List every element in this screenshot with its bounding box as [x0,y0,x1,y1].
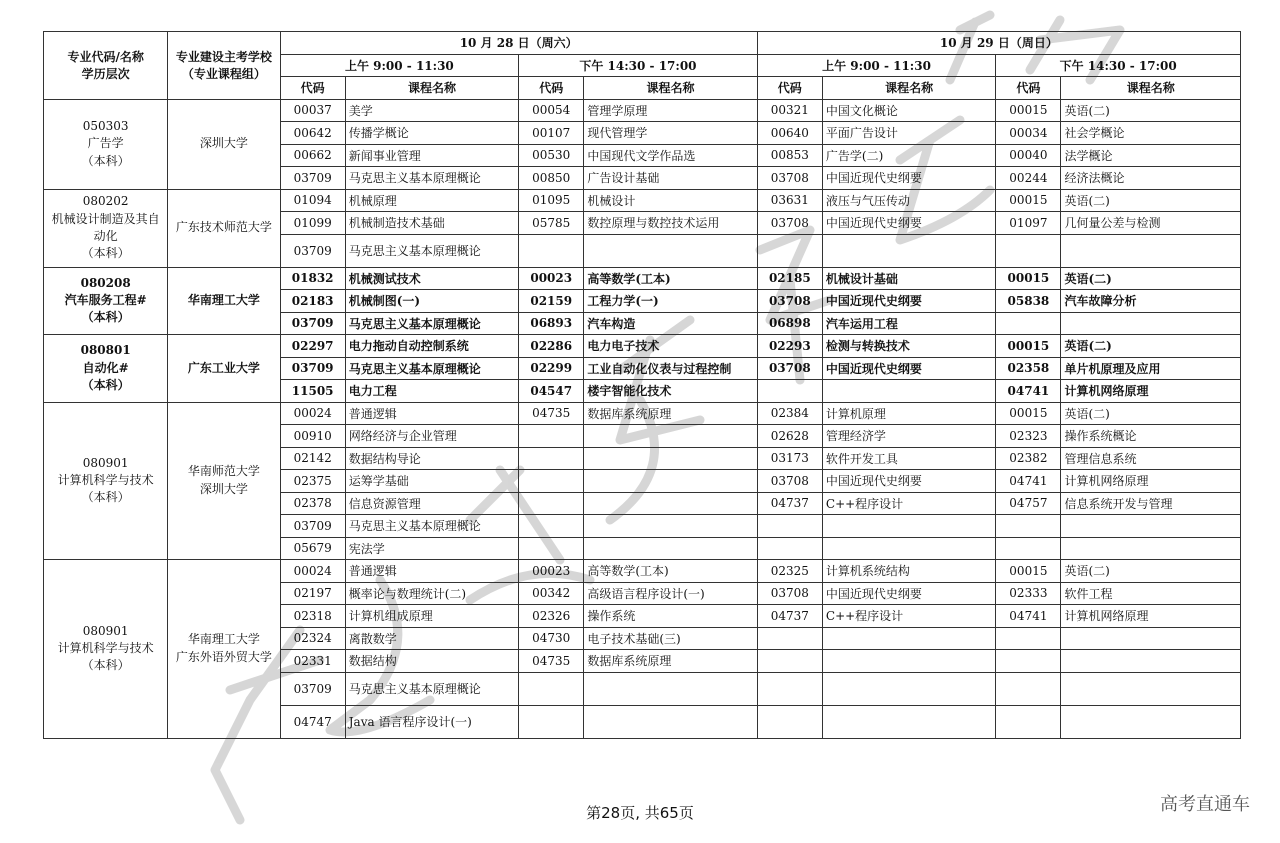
course-code-cell: 00023 [519,560,584,583]
course-code-cell: 02197 [280,582,345,605]
course-name-cell: 广告学(二) [822,144,995,167]
course-name-cell [822,672,995,705]
course-name-cell: 机械制图(一) [345,290,518,313]
course-code-cell: 04730 [519,627,584,650]
code-header: 代码 [996,77,1061,100]
table-row [44,267,1241,290]
major-line: 080208 [80,275,131,290]
school-line: 华南师范大学 [187,464,260,479]
course-code-cell: 00662 [280,144,345,167]
course-code-cell: 02324 [280,627,345,650]
school-line: 广东工业大学 [187,360,260,375]
course-code-cell: 00054 [519,99,584,122]
course-name-cell: 传播学概论 [345,122,518,145]
course-code-cell: 00244 [996,167,1061,190]
course-code-cell: 00850 [519,167,584,190]
major-line: 机械设计制造及其自 [51,211,160,226]
course-name-cell: 中国近现代史纲要 [822,212,995,235]
course-code-cell: 00037 [280,99,345,122]
course-name-cell: 管理学原理 [584,99,757,122]
course-name-cell [822,650,995,673]
major-line: 080202 [82,194,129,209]
school-cell [168,335,280,403]
course-code-cell: 02142 [280,447,345,470]
course-code-cell: 00024 [280,402,345,425]
course-name-cell: 马克思主义基本原理概论 [345,357,518,380]
course-name-cell: 美学 [345,99,518,122]
course-name-cell: 马克思主义基本原理概论 [345,515,518,538]
course-name-cell: 普通逻辑 [345,560,518,583]
course-code-cell [519,515,584,538]
major-line: 自动化# [82,360,129,375]
day2-am-header: 上午 9:00 - 11:30 [757,54,996,77]
course-code-cell: 02325 [757,560,822,583]
course-code-cell: 02297 [280,335,345,358]
course-name-cell: 计算机网络原理 [1061,605,1241,628]
course-code-cell: 04757 [996,492,1061,515]
course-code-cell: 01095 [519,189,584,212]
course-code-cell: 02384 [757,402,822,425]
course-name-cell: C++程序设计 [822,605,995,628]
course-name-cell: 广告设计基础 [584,167,757,190]
major-line: （本科） [81,490,130,505]
course-name-cell: 法学概论 [1061,144,1241,167]
course-name-cell: 英语(二) [1061,402,1241,425]
major-cell [44,189,168,267]
course-name-cell: 单片机原理及应用 [1061,357,1241,380]
course-code-cell: 03709 [280,357,345,380]
course-name-cell: 网络经济与企业管理 [345,425,518,448]
course-code-cell: 03708 [757,582,822,605]
major-line: 汽车服务工程# [64,293,147,308]
course-code-cell: 00015 [996,189,1061,212]
course-name-cell [822,705,995,738]
course-name-cell: 马克思主义基本原理概论 [345,672,518,705]
major-line: （本科） [81,377,130,392]
course-code-cell [519,470,584,493]
course-code-cell: 02293 [757,335,822,358]
course-code-cell: 00015 [996,267,1061,290]
school-header [168,32,280,100]
course-code-cell: 04741 [996,470,1061,493]
course-name-cell: 机械制造技术基础 [345,212,518,235]
course-name-cell: 几何量公差与检测 [1061,212,1241,235]
major-line: 广告学 [87,136,124,151]
course-name-cell: 计算机网络原理 [1061,380,1241,403]
course-code-cell: 02183 [280,290,345,313]
school-line: 深圳大学 [199,136,248,151]
course-code-cell: 00530 [519,144,584,167]
course-code-cell: 03709 [280,167,345,190]
major-line: （本科） [81,658,130,673]
course-code-cell: 11505 [280,380,345,403]
course-name-cell [584,705,757,738]
table-row [44,189,1241,212]
major-line: 动化 [93,229,118,243]
day1-am-header: 上午 9:00 - 11:30 [280,54,519,77]
course-name-cell: 计算机网络原理 [1061,470,1241,493]
course-name-cell: 机械设计 [584,189,757,212]
course-code-cell [757,672,822,705]
course-name-cell [584,537,757,560]
course-code-cell: 04741 [996,605,1061,628]
course-header: 课程名称 [584,77,757,100]
course-name-cell: 操作系统概论 [1061,425,1241,448]
course-code-cell: 05838 [996,290,1061,313]
course-name-cell [1061,515,1241,538]
school-cell [168,267,280,335]
course-name-cell [584,234,757,267]
school-header-line2: （专业课程组） [181,67,266,82]
course-code-cell: 04735 [519,650,584,673]
course-name-cell: 汽车故障分析 [1061,290,1241,313]
course-code-cell [757,627,822,650]
course-name-cell: 中国现代文学作品选 [584,144,757,167]
course-name-cell [1061,705,1241,738]
course-name-cell [1061,672,1241,705]
course-name-cell: 英语(二) [1061,99,1241,122]
course-code-cell [519,672,584,705]
course-name-cell: 电力工程 [345,380,518,403]
course-name-cell: 马克思主义基本原理概论 [345,167,518,190]
course-code-cell: 02318 [280,605,345,628]
course-name-cell: 软件工程 [1061,582,1241,605]
major-line: 080901 [82,455,129,470]
course-name-cell: 汽车构造 [584,312,757,335]
major-cell [44,560,168,739]
course-name-cell [584,492,757,515]
course-name-cell: 检测与转换技术 [822,335,995,358]
course-code-cell: 02159 [519,290,584,313]
day1-pm-header: 下午 14:30 - 17:00 [519,54,758,77]
course-code-cell: 00321 [757,99,822,122]
course-code-cell: 02378 [280,492,345,515]
course-name-cell [822,380,995,403]
course-code-cell: 02299 [519,357,584,380]
table-row [44,402,1241,425]
course-code-cell: 03709 [280,312,345,335]
course-code-cell: 01099 [280,212,345,235]
course-code-cell: 02323 [996,425,1061,448]
course-name-cell: 管理信息系统 [1061,447,1241,470]
course-name-cell: 马克思主义基本原理概论 [345,312,518,335]
course-name-cell [584,672,757,705]
course-name-cell: 数据库系统原理 [584,402,757,425]
brand-label: 高考直通车 [1160,794,1250,815]
course-name-cell [1061,312,1241,335]
course-code-cell: 01832 [280,267,345,290]
course-name-cell: 计算机原理 [822,402,995,425]
course-name-cell: 机械原理 [345,189,518,212]
course-code-cell: 02185 [757,267,822,290]
course-code-cell: 02358 [996,357,1061,380]
day2-header: 10 月 29 日（周日） [757,32,1240,55]
course-name-cell: 信息系统开发与管理 [1061,492,1241,515]
course-code-cell: 01097 [996,212,1061,235]
course-code-cell: 00642 [280,122,345,145]
course-name-cell: 信息资源管理 [345,492,518,515]
course-name-cell: 液压与气压传动 [822,189,995,212]
school-line: 广东外语外贸大学 [175,649,272,664]
course-name-cell: 中国近现代史纲要 [822,167,995,190]
course-code-cell: 03709 [280,234,345,267]
course-name-cell: 马克思主义基本原理概论 [345,234,518,267]
course-code-cell [519,705,584,738]
course-name-cell: 高等数学(工本) [584,560,757,583]
course-code-cell: 04735 [519,402,584,425]
course-name-cell: 操作系统 [584,605,757,628]
course-code-cell: 00024 [280,560,345,583]
course-code-cell: 00342 [519,582,584,605]
course-name-cell: 楼宇智能化技术 [584,380,757,403]
course-name-cell: 普通逻辑 [345,402,518,425]
major-line: 050303 [82,118,129,133]
major-header-line1: 专业代码/名称 [67,50,144,65]
major-cell [44,99,168,189]
course-code-cell: 03631 [757,189,822,212]
course-name-cell: 英语(二) [1061,189,1241,212]
course-code-cell: 02286 [519,335,584,358]
major-cell [44,335,168,403]
course-code-cell: 00640 [757,122,822,145]
course-code-cell: 00040 [996,144,1061,167]
course-code-cell: 03708 [757,212,822,235]
course-name-cell: 电力电子技术 [584,335,757,358]
course-code-cell: 04737 [757,605,822,628]
course-code-cell: 02333 [996,582,1061,605]
course-name-cell: 工业自动化仪表与过程控制 [584,357,757,380]
course-name-cell: 中国近现代史纲要 [822,357,995,380]
course-name-cell: 高级语言程序设计(一) [584,582,757,605]
course-name-cell: 宪法学 [345,537,518,560]
course-name-cell: 中国近现代史纲要 [822,470,995,493]
course-code-cell [757,705,822,738]
course-name-cell [1061,537,1241,560]
course-name-cell: 工程力学(一) [584,290,757,313]
course-name-cell: 软件开发工具 [822,447,995,470]
school-line: 华南理工大学 [187,632,260,647]
course-code-cell [519,234,584,267]
course-code-cell: 02375 [280,470,345,493]
course-code-cell: 06893 [519,312,584,335]
course-name-cell: C++程序设计 [822,492,995,515]
major-line: （本科） [81,153,130,168]
course-code-cell: 02326 [519,605,584,628]
course-name-cell: 电子技术基础(三) [584,627,757,650]
course-code-cell [996,627,1061,650]
course-code-cell [519,447,584,470]
major-cell [44,402,168,560]
major-header-line2: 学历层次 [81,67,130,82]
course-code-cell: 00015 [996,402,1061,425]
course-code-cell: 00034 [996,122,1061,145]
course-code-cell: 00015 [996,560,1061,583]
course-name-cell [1061,627,1241,650]
school-header-line1: 专业建设主考学校 [175,50,272,65]
school-cell [168,560,280,739]
school-cell [168,99,280,189]
course-code-cell: 02331 [280,650,345,673]
course-name-cell [822,627,995,650]
course-code-cell: 04747 [280,705,345,738]
course-name-cell: 新闻事业管理 [345,144,518,167]
course-code-cell: 00015 [996,335,1061,358]
course-code-cell [757,537,822,560]
course-name-cell: 中国文化概论 [822,99,995,122]
course-code-cell: 03709 [280,515,345,538]
course-name-cell: 社会学概论 [1061,122,1241,145]
course-code-cell: 03708 [757,167,822,190]
course-code-cell: 04737 [757,492,822,515]
course-code-cell: 00015 [996,99,1061,122]
course-name-cell: 数据库系统原理 [584,650,757,673]
school-line: 深圳大学 [199,481,248,496]
course-name-cell [584,425,757,448]
school-cell [168,189,280,267]
course-name-cell: 离散数学 [345,627,518,650]
major-header [44,32,168,100]
course-header: 课程名称 [822,77,995,100]
table-row [44,335,1241,358]
course-code-cell [996,234,1061,267]
course-code-cell [996,650,1061,673]
course-code-cell: 03173 [757,447,822,470]
course-code-cell: 04547 [519,380,584,403]
course-name-cell: 英语(二) [1061,335,1241,358]
day2-pm-header: 下午 14:30 - 17:00 [996,54,1241,77]
exam-schedule-table [43,31,1241,739]
course-code-cell [519,537,584,560]
major-line: 080801 [80,343,131,358]
course-name-cell: 现代管理学 [584,122,757,145]
course-code-cell: 03709 [280,672,345,705]
course-name-cell: 平面广告设计 [822,122,995,145]
course-code-cell: 00853 [757,144,822,167]
major-line: （本科） [81,310,130,325]
course-name-cell: 管理经济学 [822,425,995,448]
course-code-cell: 01094 [280,189,345,212]
major-cell [44,267,168,335]
table-row [44,560,1241,583]
course-name-cell: 经济法概论 [1061,167,1241,190]
course-name-cell: 数控原理与数控技术运用 [584,212,757,235]
course-code-cell [996,705,1061,738]
course-name-cell [822,515,995,538]
course-name-cell: Java 语言程序设计(一) [345,705,518,738]
code-header: 代码 [757,77,822,100]
code-header: 代码 [519,77,584,100]
course-name-cell [584,470,757,493]
course-code-cell: 00023 [519,267,584,290]
course-name-cell: 中国近现代史纲要 [822,582,995,605]
course-code-cell [996,537,1061,560]
course-code-cell: 04741 [996,380,1061,403]
course-code-cell: 05679 [280,537,345,560]
table-row [44,99,1241,122]
course-code-cell: 03708 [757,290,822,313]
course-code-cell [996,515,1061,538]
course-code-cell [519,425,584,448]
course-name-cell: 计算机系统结构 [822,560,995,583]
course-name-cell: 汽车运用工程 [822,312,995,335]
course-code-cell: 02628 [757,425,822,448]
course-code-cell [757,650,822,673]
course-code-cell: 00107 [519,122,584,145]
course-name-cell: 概率论与数理统计(二) [345,582,518,605]
course-name-cell [1061,234,1241,267]
course-name-cell: 英语(二) [1061,267,1241,290]
code-header: 代码 [280,77,345,100]
course-code-cell [996,672,1061,705]
course-code-cell [519,492,584,515]
course-name-cell [584,515,757,538]
course-name-cell: 运筹学基础 [345,470,518,493]
major-line: 080901 [82,623,129,638]
day1-header: 10 月 28 日（周六） [280,32,757,55]
course-name-cell [822,537,995,560]
course-code-cell: 02382 [996,447,1061,470]
course-name-cell [1061,650,1241,673]
course-code-cell [757,234,822,267]
major-line: 计算机科学与技术 [57,641,154,656]
course-code-cell: 03708 [757,470,822,493]
course-code-cell [996,312,1061,335]
course-name-cell: 机械测试技术 [345,267,518,290]
schedule-body [44,99,1241,738]
course-code-cell: 03708 [757,357,822,380]
course-name-cell: 计算机组成原理 [345,605,518,628]
course-code-cell: 06898 [757,312,822,335]
course-name-cell [584,447,757,470]
course-name-cell: 中国近现代史纲要 [822,290,995,313]
course-name-cell: 电力拖动自动控制系统 [345,335,518,358]
course-code-cell: 05785 [519,212,584,235]
school-line: 华南理工大学 [187,293,260,308]
course-name-cell: 数据结构 [345,650,518,673]
major-line: 计算机科学与技术 [57,473,154,488]
course-header: 课程名称 [1061,77,1241,100]
course-code-cell [757,515,822,538]
course-name-cell: 英语(二) [1061,560,1241,583]
page-number: 第28页, 共65页 [586,804,694,822]
course-name-cell: 机械设计基础 [822,267,995,290]
course-code-cell: 00910 [280,425,345,448]
course-name-cell [822,234,995,267]
course-name-cell: 高等数学(工本) [584,267,757,290]
school-cell [168,402,280,560]
major-line: （本科） [81,246,130,261]
course-code-cell [757,380,822,403]
course-header: 课程名称 [345,77,518,100]
school-line: 广东技术师范大学 [175,220,272,235]
course-name-cell: 数据结构导论 [345,447,518,470]
